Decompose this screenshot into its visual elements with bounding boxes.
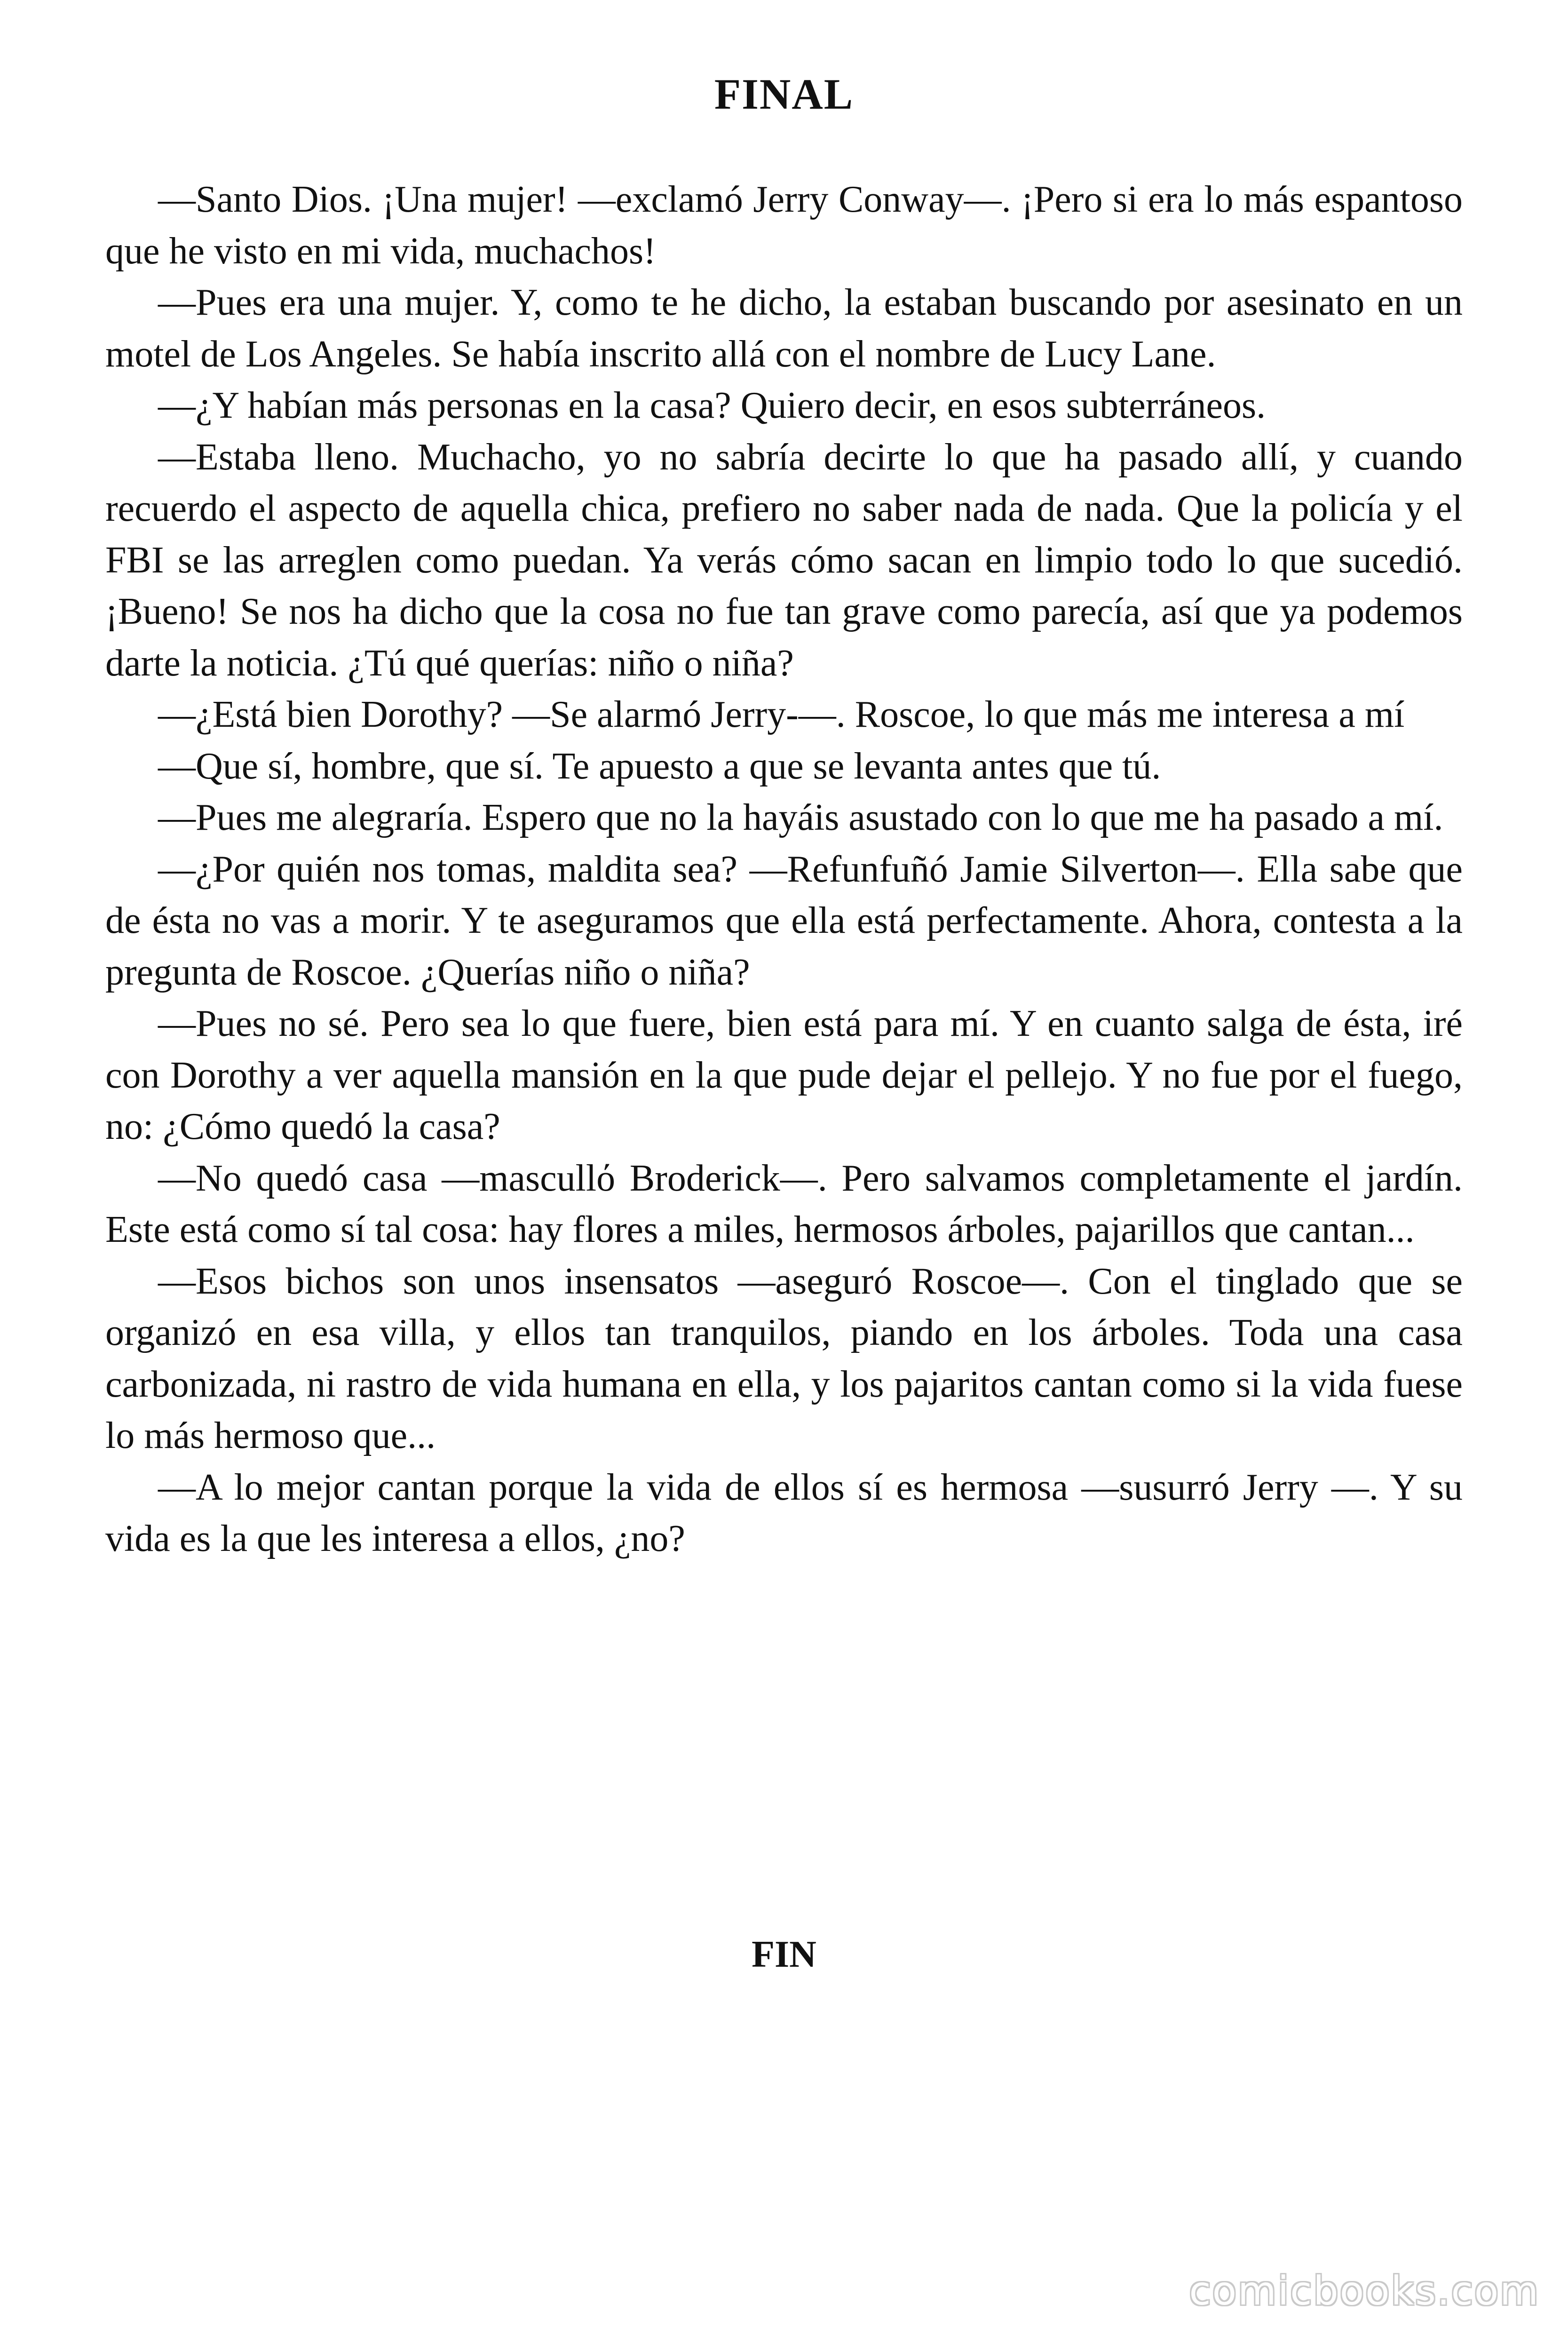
chapter-title: FINAL bbox=[714, 70, 854, 118]
end-mark: FIN bbox=[752, 1934, 816, 1975]
paragraph: —Pues me alegraría. Espero que no la hayáis asustado con lo que me ha pasado a mí. bbox=[158, 797, 1443, 838]
paragraph: —Pues era una mujer. Y, como te he dicho, la estaban buscando por asesinato en un motel de Los Angeles. Se había inscrito allá con el nombre de Lucy Lane. bbox=[105, 282, 1463, 375]
paragraph: —Que sí, hombre, que sí. Te apuesto a que se levanta antes que tú. bbox=[158, 745, 1161, 787]
paragraph: —Esos bichos son unos insensatos —aseguró Roscoe—. Con el tinglado que se organizó en esa villa, y ellos tan tranquilos, piando en los árboles. Toda una casa carbonizada, ni rastro de vida humana en ella, y los pajaritos cantan como si la vida fuese lo más hermoso que... bbox=[105, 1260, 1463, 1456]
paragraph: —¿Y habían más personas en la casa? Quiero decir, en esos subterráneos. bbox=[158, 385, 1266, 426]
paragraph: —Santo Dios. ¡Una mujer! —exclamó Jerry Conway—. ¡Pero si era lo más espantoso que he visto en mi vida, muchachos! bbox=[105, 179, 1463, 272]
watermark: comicbooks.com bbox=[1189, 2268, 1540, 2314]
paragraph: —¿Está bien Dorothy? —Se alarmó Jerry-—. Roscoe, lo que más me interesa a mí bbox=[158, 694, 1405, 735]
body-text bbox=[105, 174, 1463, 1565]
paragraph: —No quedó casa —mascullό Broderick—. Pero salvamos completamente el jardín. Este está como sí tal cosa: hay flores a miles, hermosos árboles, pajarillos que cantan... bbox=[105, 1157, 1463, 1250]
paragraph: —Estaba lleno. Muchacho, yo no sabría decirte lo que ha pasado allí, y cuando recuerdo el aspecto de aquella chica, prefiero no saber nada de nada. Que la policía y el FBI se las arreglen como puedan. Ya verás cómo sacan en limpio todo lo que sucedió. ¡Bueno! Se nos ha dicho que la cosa no fue tan grave como parecía, así que ya podemos darte la noticia. ¿Tú qué querías: niño o niña? bbox=[105, 436, 1463, 684]
paragraph: —¿Por quién nos tomas, maldita sea? —Refunfuñó Jamie Silverton—. Ella sabe que de ésta no vas a morir. Y te aseguramos que ella está perfectamente. Ahora, contesta a la pregunta de Roscoe. ¿Querías niño o niña? bbox=[105, 848, 1463, 993]
paragraph: —Pues no sé. Pero sea lo que fuere, bien está para mí. Y en cuanto salga de ésta, iré con Dorothy a ver aquella mansión en la que pude dejar el pellejo. Y no fue por el fuego, no: ¿Cómo quedó la casa? bbox=[105, 1003, 1463, 1147]
paragraph: —A lo mejor cantan porque la vida de ellos sí es hermosa —susurró Jerry —. Y su vida es la que les interesa a ellos, ¿no? bbox=[105, 1466, 1463, 1559]
